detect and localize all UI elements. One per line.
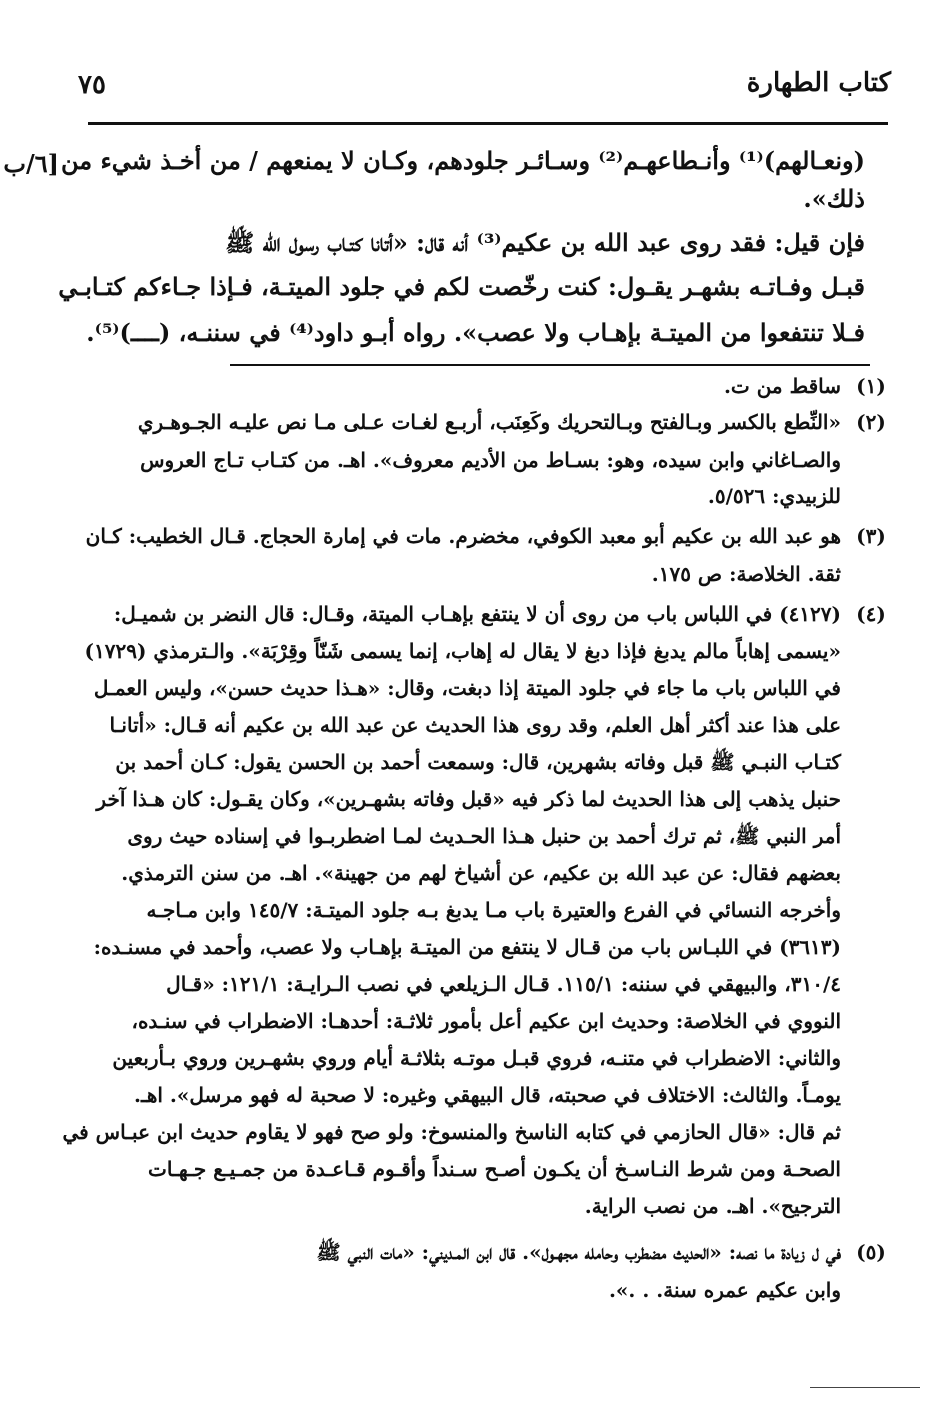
footnote-line: في اللباس باب ما جاء في جلود الميتة إذا دبغت، وقال: «هـذا حديث حسن»، وليس العمـل: [93, 676, 841, 700]
footnote-number: (٣): [856, 524, 886, 548]
footnote-line: والثاني: الاضطراب في متنـه، فروي قبـل موتـه بثلاثـة أيام وروي بشهـرين وروي بـأربعين: [112, 1046, 841, 1070]
footnote-line: الترجيح». اهـ. من نصب الراية.: [584, 1194, 841, 1218]
main-text-line: ذلك».: [803, 184, 865, 213]
footnote-separator: [230, 364, 870, 366]
footnote-line: (٤١٢٧) في اللباس باب من روى أن لا ينتفع بإهـاب الميتة، وقـال: قال النضر بن شميـل:: [113, 602, 841, 626]
footnote-line: يومـاً. والثالث: الاختلاف في صحبته، قال البيهقي وغيره: لا صحبة له فهو مرسل». اهـ.: [134, 1083, 841, 1107]
footnote-number: (٥): [856, 1240, 886, 1264]
footnote-line: والصـاغاني وابن سيده، وهو: بسـاط من الأديم معروف». اهـ. من كتـاب تـاج العروس: [140, 448, 841, 472]
main-text-line: (ونعـالهم)⁽¹⁾ وأنـطاعهـم⁽²⁾ وسـائـر جلودهم، وكـان لا يمنعهم / من أخـذ شيء من: [60, 146, 865, 175]
running-header-title: كتاب الطهارة: [746, 68, 891, 98]
page-number: ٧٥: [78, 70, 106, 100]
main-text-line: قبـل وفـاتـه بشهـر يقـول: كنت رخّصت لكم في جلود الميتـة، فـإذا جـاءكم كتـابـي: [58, 272, 865, 301]
footnote-number: (١): [856, 374, 886, 398]
footnote-number: (٢): [856, 410, 886, 434]
footnote-line: أمر النبي ﷺ، ثم ترك أحمد بن حنبل هـذا الحـديث لمـا اضطربـوا في إسناده حيث روى: [127, 824, 841, 848]
scan-edge-line: [810, 1387, 920, 1388]
footnote-line: على هذا عند أكثر أهل العلم، وقد روى هذا الحديث عن عبد الله بن عكيم أنه قـال: «أتانـا: [109, 713, 841, 737]
footnote-line: هو عبد الله بن عكيم أبو معبد الكوفي، مخضرم. مات في إمارة الحجاج. قـال الخطيب: كـان: [85, 524, 841, 548]
footnote-line: ٣١٠/٤، والبيهقي في سننه: ١١٥/١. قـال الـزيلعي في نصب الـرايـة: ١٢١/١: «قـال: [166, 972, 841, 996]
header-rule: [88, 122, 888, 125]
footnote-number: (٤): [856, 602, 886, 626]
footnote-line: ساقط من ت.: [723, 374, 841, 398]
footnote-line: بعضهم فقال: عن عبد الله بن عكيم، عن أشياخ لهم من جهينة». اهـ. من سنن الترمذي.: [121, 861, 841, 885]
margin-folio-reference: [٦/ب: [3, 149, 59, 178]
footnote-line: في ل زيادة ما نصه: «الحديث مضطرب وحامله مجهـول». قال ابن المـديني: «مات النبي ﷺ: [316, 1240, 841, 1264]
main-text-line: فـلا تنتفعوا من الميتـة بإهـاب ولا عصب». رواه أبـو داود⁽⁴⁾ في سننـه، (ــــ)⁽⁵⁾.: [86, 318, 865, 347]
footnote-line: «يسمى إهاباً مالم يدبغ فإذا دبغ لا يقال له إهاب، إنما يسمى شَنّاً وقِرْبَة». والـترمذي (١٧٢٩): [84, 639, 841, 663]
footnote-line: «النِّطع بالكسر وبـالفتح وبـالتحريك وكَعِنَب، أربـع لغـات عـلى مـا نص عليـه الجـوهـري: [137, 410, 841, 434]
main-text-line: فإن قيل: فقد روى عبد الله بن عكيم⁽³⁾ أنه قال: «أتانا كتـاب رسول الله ﷺ: [225, 228, 865, 257]
footnote-line: وابن عكيم عمره سنة. . .».: [608, 1278, 841, 1302]
footnote-line: ثقة. الخلاصة: ص ١٧٥.: [651, 562, 841, 586]
footnote-line: وأخرجه النسائي في الفرع والعتيرة باب مـا يدبغ بـه جلود الميتـة: ١٤٥/٧ وابن مـاجـه: [146, 898, 841, 922]
footnote-line: الصحـة ومن شرط النـاسـخ أن يكـون أصـح سـنداً وأقـوم قـاعـدة من جمـيـع جـهـات: [148, 1157, 841, 1181]
footnote-line: كتـاب النبـي ﷺ قبل وفاته بشهرين، قال: وسمعت أحمد بن الحسن يقول: كـان أحمد بن: [115, 750, 841, 774]
footnote-line: (٣٦١٣) في اللبـاس باب من قـال لا ينتفع من الميتـة بإهـاب ولا عصب، وأحمد في مسنـده:: [93, 935, 841, 959]
footnote-line: النووي في الخلاصة: وحديث ابن عكيم أعل بأمور ثلاثـة: أحدهـا: الاضطراب في سنـده،: [131, 1009, 841, 1033]
footnote-line: للزبيدي: ٥/٥٢٦.: [707, 484, 841, 508]
footnote-line: حنبل يذهب إلى هذا الحديث لما ذكر فيه «قبل وفاته بشهـرين»، وكان يقـول: كان هـذا آخر: [96, 787, 841, 811]
footnote-line: ثم قال: «قال الحازمي في كتابه الناسخ والمنسوخ: ولو صح فهو لا يقاوم حديث ابن عبـاس في: [62, 1120, 841, 1144]
